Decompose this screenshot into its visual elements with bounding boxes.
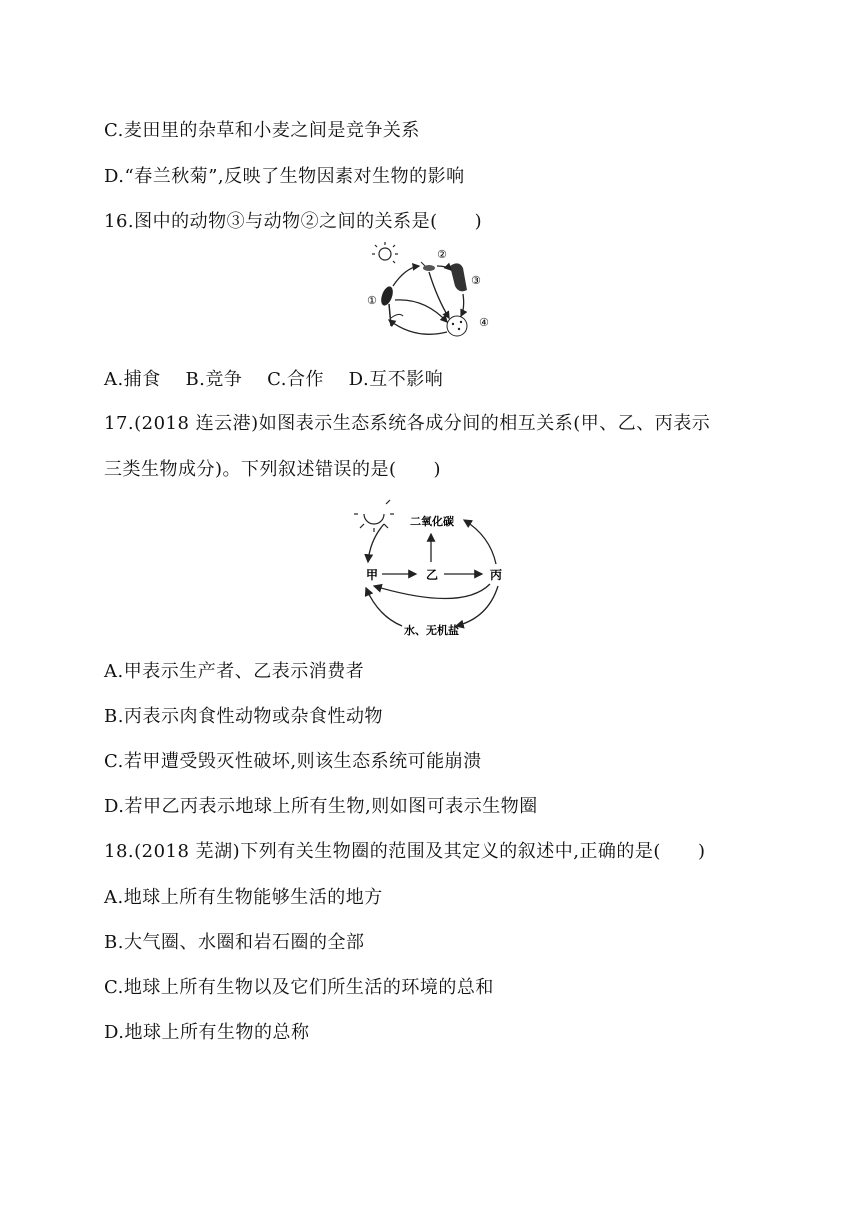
- q17-ecosystem-figure: [352, 492, 512, 642]
- q15-option-d: D.“春兰秋菊”,反映了生物因素对生物的影响: [104, 166, 465, 187]
- q17-option-b: B.丙表示肉食性动物或杂食性动物: [104, 706, 383, 727]
- jia-label: 甲: [366, 568, 379, 582]
- label-4: ④: [479, 316, 489, 329]
- insect-icon: [421, 262, 435, 271]
- q16-food-chain-figure: [355, 238, 505, 340]
- yi-label: 乙: [426, 568, 439, 582]
- label-1: ①: [367, 294, 377, 307]
- label-2: ②: [437, 248, 447, 261]
- q18-option-c: C.地球上所有生物以及它们所生活的环境的总和: [104, 977, 494, 998]
- q17-option-d: D.若甲乙丙表示地球上所有生物,则如图可表示生物圈: [104, 796, 538, 817]
- q15-option-c: C.麦田里的杂草和小麦之间是竞争关系: [104, 120, 420, 141]
- decomposer-icon: [447, 316, 467, 336]
- label-3: ③: [471, 274, 481, 287]
- sun-icon: [372, 242, 398, 263]
- q16-stem: 16.图中的动物③与动物②之间的关系是( ): [104, 211, 483, 232]
- q18-option-a: A.地球上所有生物能够生活的地方: [104, 887, 383, 908]
- q16-options: A.捕食 B.竞争 C.合作 D.互不影响: [104, 369, 444, 390]
- q17-option-c: C.若甲遭受毁灭性破坏,则该生态系统可能崩溃: [104, 751, 482, 772]
- water-label: 水、无机盐: [404, 624, 459, 637]
- q18-stem: 18.(2018 芜湖)下列有关生物圈的范围及其定义的叙述中,正确的是( ): [104, 841, 706, 862]
- sun-icon: [354, 500, 394, 532]
- q17-stem-line1: 17.(2018 连云港)如图表示生态系统各成分间的相互关系(甲、乙、丙表示: [104, 413, 711, 434]
- q17-stem-line2: 三类生物成分)。下列叙述错误的是( ): [104, 459, 442, 480]
- bing-label: 丙: [490, 568, 503, 582]
- bird-icon: [450, 263, 467, 291]
- q18-option-d: D.地球上所有生物的总称: [104, 1022, 310, 1043]
- q18-option-b: B.大气圈、水圈和岩石圈的全部: [104, 932, 365, 953]
- plant-icon: [379, 285, 403, 326]
- q17-option-a: A.甲表示生产者、乙表示消费者: [104, 661, 365, 682]
- co2-label: 二氧化碳: [410, 515, 454, 528]
